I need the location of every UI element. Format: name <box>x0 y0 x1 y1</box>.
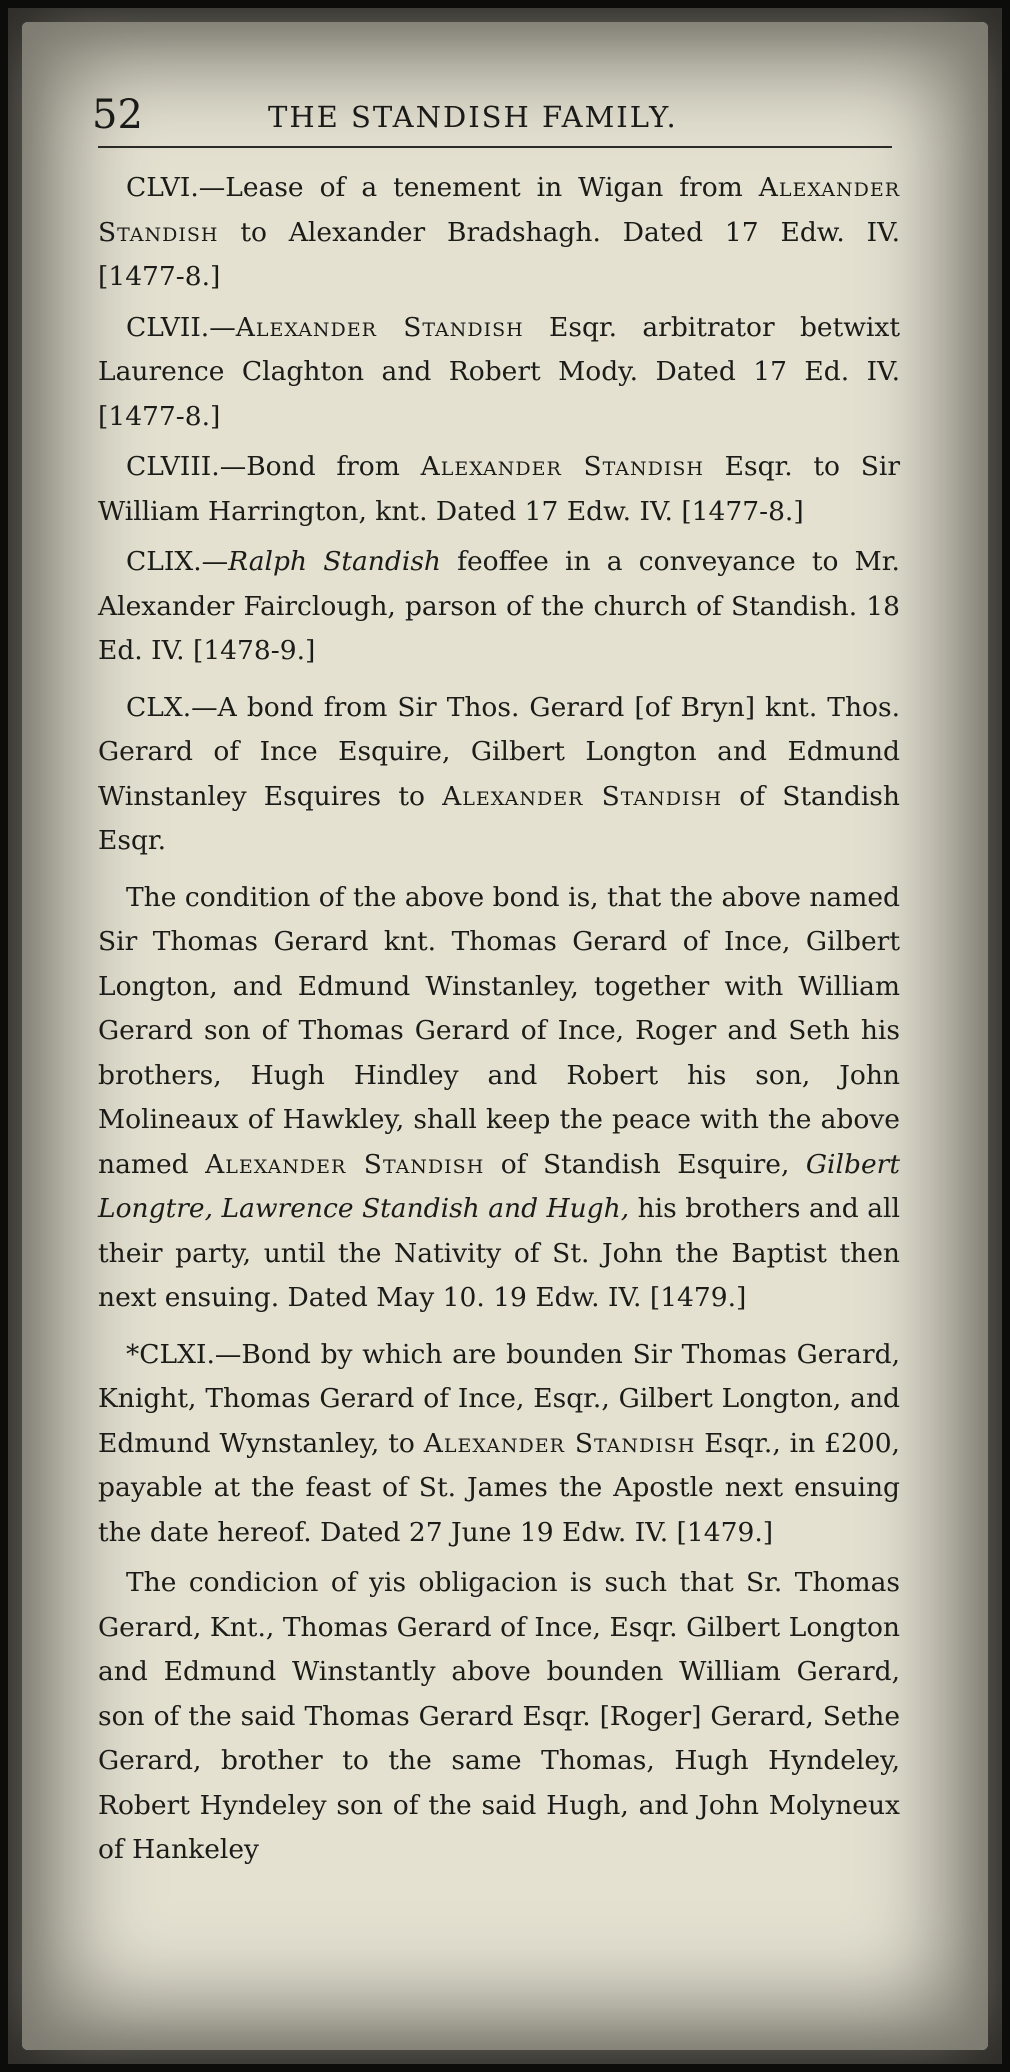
paragraph-clix <box>98 540 900 674</box>
paragraph-clx <box>98 686 900 864</box>
text-run: feoffee in a conveyance to Mr. Alexander Fairclough, parson of the church of Standish. 18 Ed. IV. [1478-9.] <box>98 546 900 666</box>
paragraph-clvii <box>98 306 900 440</box>
photo-frame <box>8 8 1002 2064</box>
text-run: CLX.—A bond from Sir Thos. Gerard [of Bryn] knt. Thos. Gerard of Ince Esquire, Gilbert Longton and Edmund Winstanley Esquires to <box>98 691 900 812</box>
book-page <box>22 22 988 2050</box>
header-rule <box>98 146 892 148</box>
text-run: Esqr. arbitrator betwixt Laurence Claghton and Robert Mody. Dated 17 Ed. IV. [1477-8.] <box>98 311 900 432</box>
text-run: The condition of the above bond is, that the above named Sir Thomas Gerard knt. Thomas Gerard of Ince, Gilbert Longton, and Edmund Winstanley, together with William Gerard son of Thomas Gerard of Ince, Roger and Seth his brothers, Hugh Hindley and Robert his son, John Molineaux of Hawkley, shall keep the peace with the above named <box>98 881 900 1180</box>
paragraph-clvi <box>98 166 900 300</box>
body-text <box>98 166 900 1879</box>
text-run: CLVIII.—Bond from <box>126 451 421 482</box>
italic-text: Ralph Standish <box>228 546 441 577</box>
paragraph-clxi <box>98 1333 900 1556</box>
paragraph-clxi-condicion <box>98 1561 900 1873</box>
italic-text: Gilbert Longtre, Lawrence Standish and Hugh, <box>98 1148 900 1224</box>
small-caps-name: Alexander Standish <box>205 1148 485 1180</box>
text-run: CLVI.—Lease of a tenement in Wigan from <box>126 172 759 203</box>
running-title: THE STANDISH FAMILY. <box>268 100 678 134</box>
page-number: 52 <box>92 92 143 138</box>
text-run: Esqr., in £200, payable at the feast of St. James the Apostle next ensuing the date hereof. Dated 27 June 19 Edw. IV. [1479.] <box>98 1427 900 1548</box>
small-caps-name: Alexander Standish <box>98 172 900 248</box>
text-run: CLVII.— <box>126 311 236 343</box>
text-run: The condicion of yis obligacion is such that Sr. Thomas Gerard, Knt., Thomas Gerard of Ince, Esqr. Gilbert Longton and Edmund Winstantly above bounden William Gerard, son of the said Thomas Gerard Esqr. [Roger] Gerard, Sethe Gerard, brother to the same Thomas, Hugh Hyndeley, Robert Hyndeley son of the said Hugh, and John Molyneux of Hankeley <box>98 1567 900 1865</box>
small-caps-name: Alexander Standish <box>420 451 704 482</box>
small-caps-name: Alexander Standish <box>442 780 723 812</box>
text-run: *CLXI.—Bond by which are bounden Sir Thomas Gerard, Knight, Thomas Gerard of Ince, Esqr., Gilbert Longton, and Edmund Wynstanley, to <box>98 1338 900 1459</box>
text-run: Esqr. to Sir William Harrington, knt. Dated 17 Edw. IV. [1477-8.] <box>98 451 900 527</box>
text-run: to Alexander Bradshagh. Dated 17 Edw. IV. [1477-8.] <box>98 216 900 292</box>
text-run: of Standish Esquire, <box>484 1148 806 1180</box>
paragraph-clx-condition <box>98 876 900 1321</box>
small-caps-name: Alexander Standish <box>235 311 524 343</box>
text-run: of Standish Esqr. <box>98 780 900 856</box>
text-run: his brothers and all their party, until the Nativity of St. John the Baptist then next ensuing. Dated May 10. 19 Edw. IV. [1479.] <box>98 1193 900 1313</box>
text-run: CLIX.— <box>126 546 229 577</box>
small-caps-name: Alexander Standish <box>423 1427 696 1459</box>
page-header <box>92 92 892 152</box>
paragraph-clviii <box>98 445 900 534</box>
